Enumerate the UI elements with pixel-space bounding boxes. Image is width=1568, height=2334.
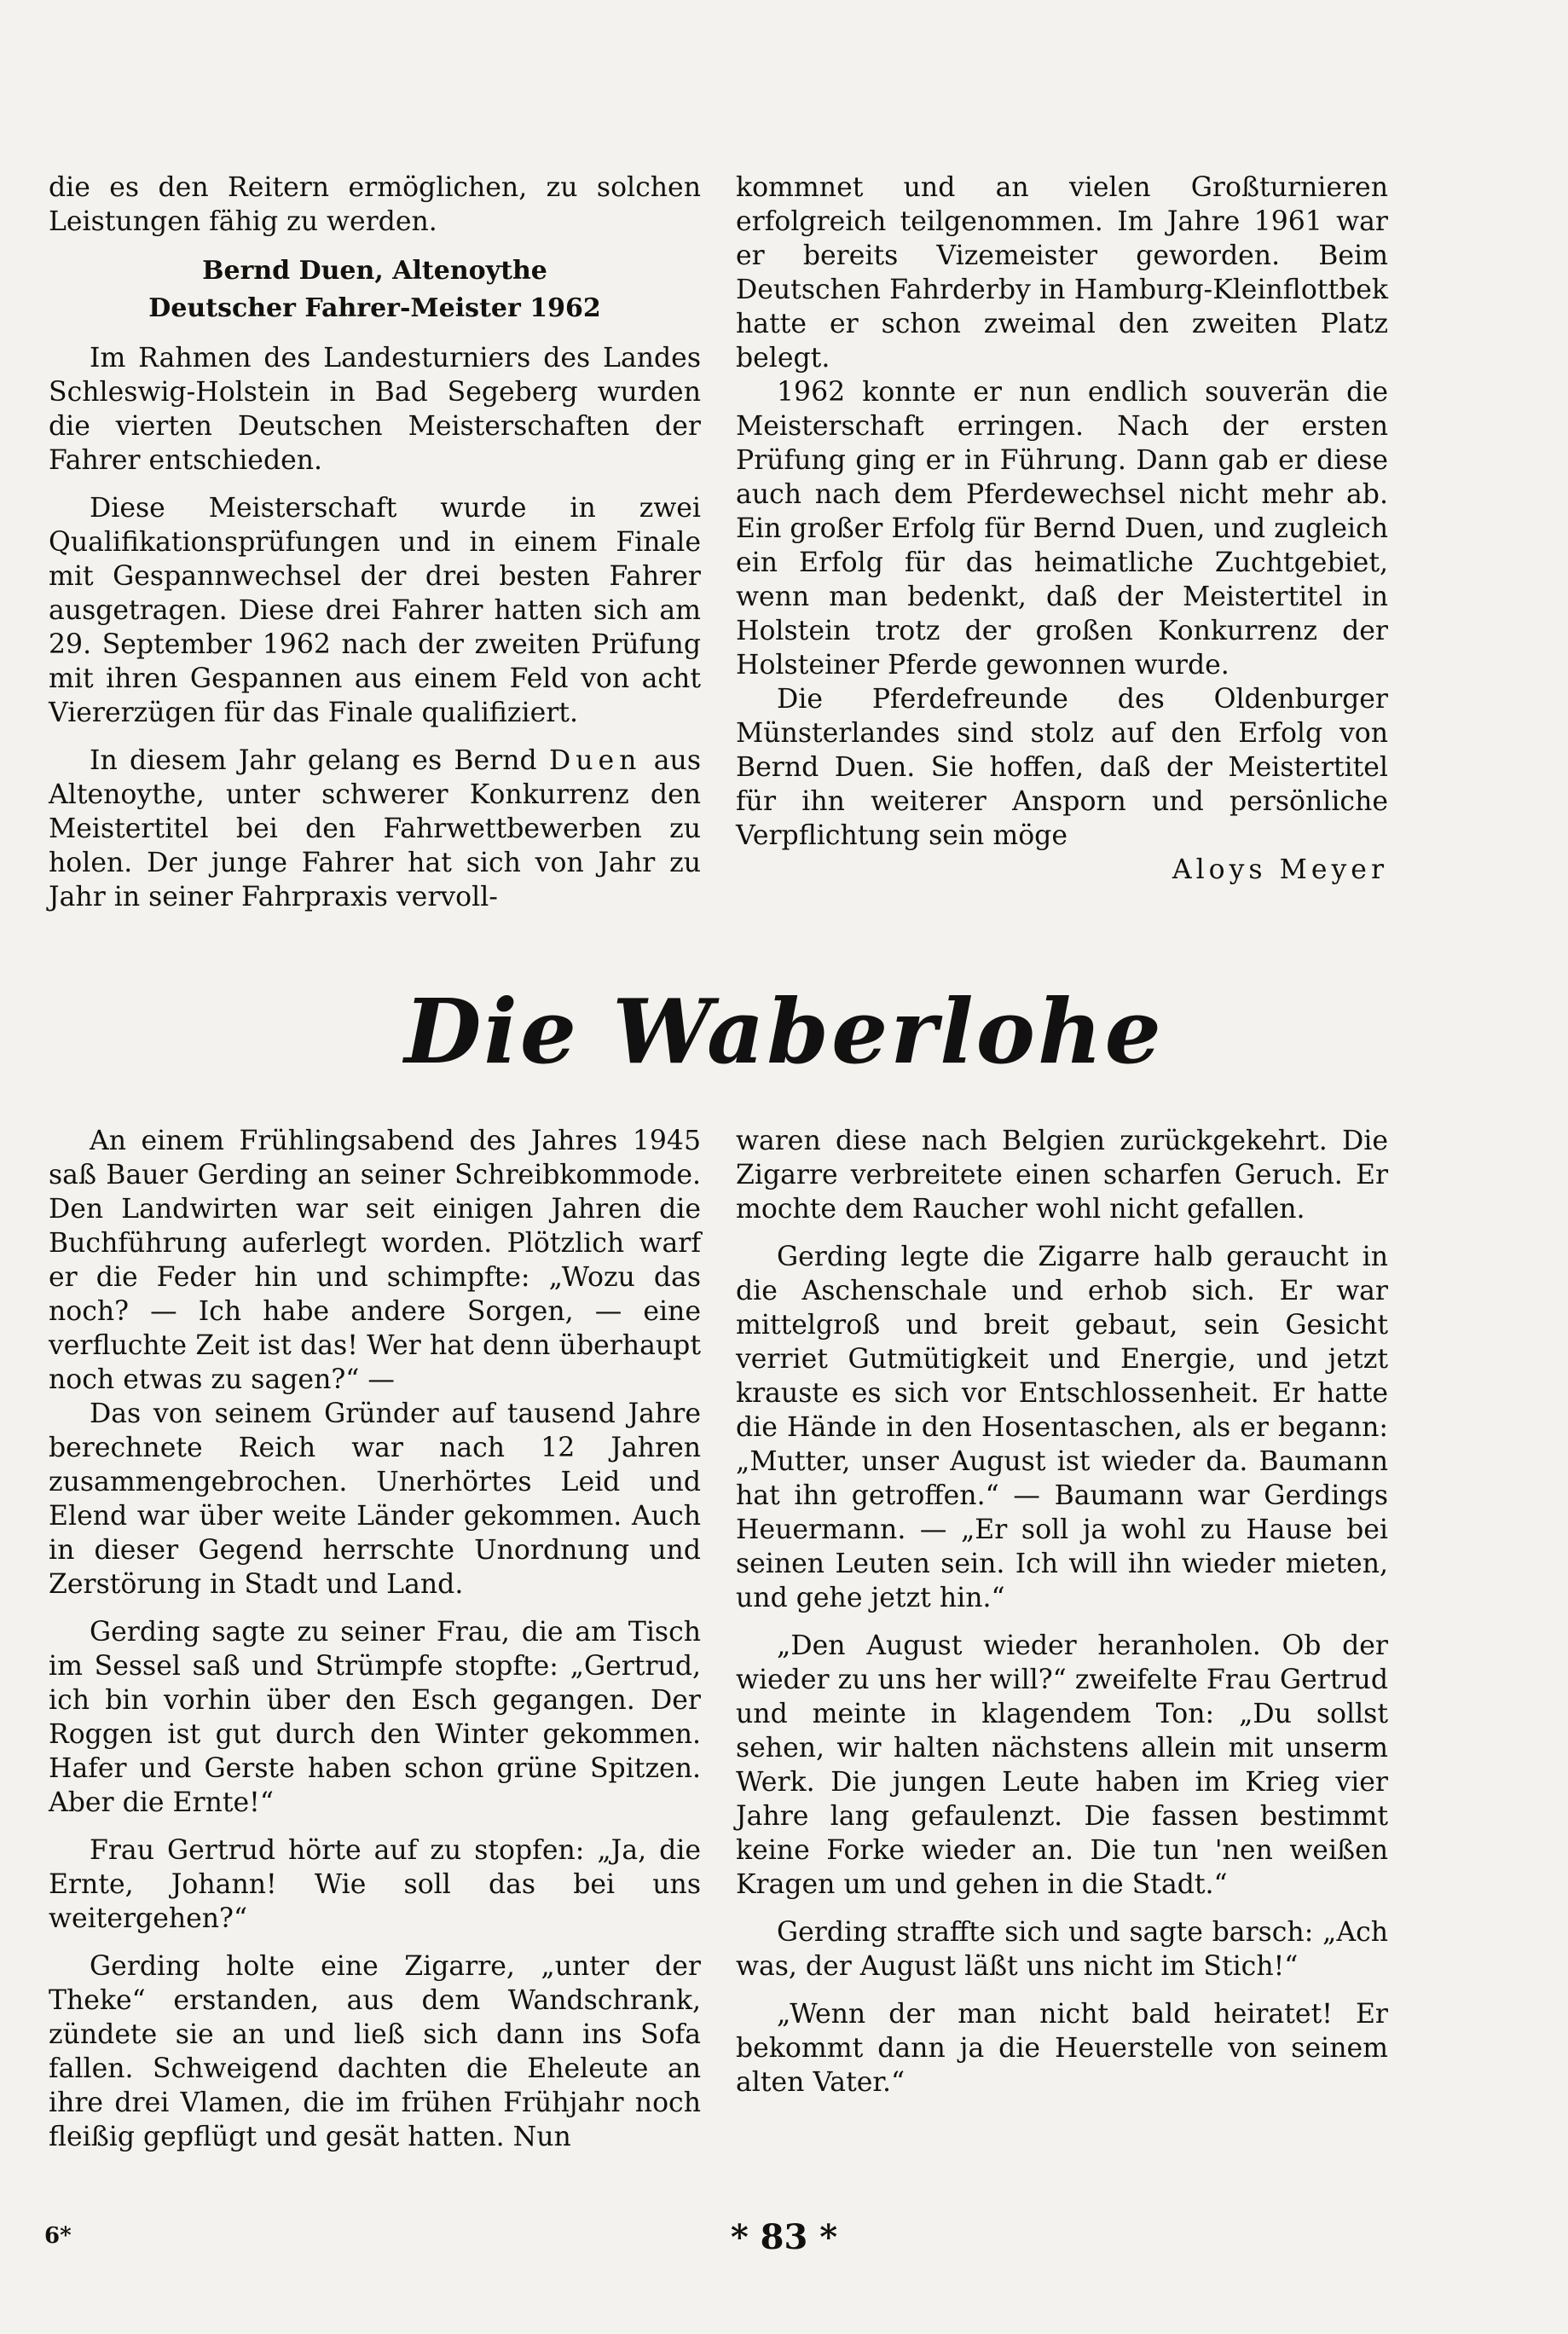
paragraph: Diese Meisterschaft wurde in zwei Qualifikationsprüfungen und in einem Finale mit Gespannwechsel der drei besten Fahrer ausgetragen. Diese drei Fahrer hatten sich am 29. September 1962 nach der zweiten Prüfung mit ihren Gespannen aus einem Feld von acht Viererzügen für das Finale qualifiziert.	[49, 493, 701, 728]
paragraph: Gerding straffte sich und sagte barsch: „Ach was, der August läßt uns nicht im Stich!“	[736, 1917, 1388, 1982]
paragraph: „Den August wieder heranholen. Ob der wieder zu uns her will?“ zweifelte Frau Gertrud und meinte in klagendem Ton: „Du sollst sehen, wir halten nächstens allein mit unserm Werk. Die jungen Leute haben im Krieg vier Jahre lang gefaulenzt. Die fassen bestimmt keine Forke wieder an. Die tun 'nen weißen Kragen um und gehen in die Stadt.“	[736, 1630, 1388, 1900]
paragraph: An einem Frühlingsabend des Jahres 1945 saß Bauer Gerding an seiner Schreibkommode. Den Landwirten war seit einigen Jahren die Buchführung auferlegt worden. Plötzlich warf er die Feder hin und schimpfte: „Wozu das noch? — Ich habe andere Sorgen, — eine verfluchte Zeit ist das! Wer hat denn überhaupt noch etwas zu sagen?“ —	[49, 1126, 701, 1395]
paragraph	[49, 744, 701, 914]
article-heading-name: Bernd Duen, Altenoythe	[202, 256, 547, 286]
paragraph: Gerding sagte zu seiner Frau, die am Tisch im Sessel saß und Strümpfe stopfte: „Gertrud, ich bin vorhin über den Esch gegangen. Der Roggen ist gut durch den Winter gekommen. Hafer und Gerste haben schon grüne Spitzen. Aber die Ernte!“	[49, 1617, 701, 1818]
paragraph: „Wenn der man nicht bald heiratet! Er bekommt dann ja die Heuerstelle von seinem alten Vater.“	[736, 1999, 1388, 2098]
paragraph: 1962 konnte er nun endlich souverän die Meisterschaft erringen. Nach der ersten Prüfung ging er in Führung. Dann gab er diese auch nach dem Pferdewechsel nicht mehr ab. Ein großer Erfolg für Bernd Duen, und zugleich ein Erfolg für das heimatliche Zuchtgebiet, wenn man bedenkt, daß der Meistertitel in Holstein trotz der großen Konkurrenz der Holsteiner Pferde gewonnen wurde.	[736, 377, 1388, 681]
story-column-2	[736, 1124, 1388, 2113]
paragraph: kommnet und an vielen Großturnieren erfolgreich teilgenommen. Im Jahre 1961 war er bereits Vizemeister geworden. Beim Deutschen Fahrderby in Hamburg-Kleinflottbek hatte er schon zweimal den zweiten Platz belegt.	[736, 172, 1388, 374]
paragraph: Frau Gertrud hörte auf zu stopfen: „Ja, die Ernte, Johann! Wie soll das bei uns weitergehen?“	[49, 1835, 701, 1934]
page-number: * 83 *	[730, 2217, 838, 2257]
paragraph: Das von seinem Gründer auf tausend Jahre berechnete Reich war nach 12 Jahren zusammengebrochen. Unerhörtes Leid und Elend war über weite Länder gekommen. Auch in dieser Gegend herrschte Unordnung und Zerstörung in Stadt und Land.	[49, 1399, 701, 1600]
story-title: Die Waberlohe	[404, 979, 1164, 1084]
paragraph: waren diese nach Belgien zurückgekehrt. Die Zigarre verbreitete einen scharfen Geruch. Er mochte dem Raucher wohl nicht gefallen.	[736, 1126, 1388, 1225]
article-column-2	[736, 171, 1388, 901]
article-heading-title: Deutscher Fahrer-Meister 1962	[148, 293, 601, 323]
paragraph-end: aus Altenoythe, unter schwerer Konkurrenz den Meistertitel bei den Fahrwettbewerben zu holen. Der junge Fahrer hat sich von Jahr zu Jahr in seiner Fahrpraxis vervoll-	[49, 745, 702, 912]
spaced-name: Duen	[549, 745, 642, 776]
paragraph-start: In diesem Jahr gelang es Bernd	[90, 745, 537, 776]
story-column-1	[49, 1124, 701, 2168]
printer-signature-mark: 6*	[44, 2223, 72, 2249]
author-signature: Aloys Meyer	[1172, 854, 1388, 885]
article-column-1	[49, 171, 701, 928]
paragraph: Gerding legte die Zigarre halb geraucht in die Aschenschale und erhob sich. Er war mittelgroß und breit gebaut, sein Gesicht verriet Gutmütigkeit und Energie, und jetzt krauste es sich vor Entschlossenheit. Er hatte die Hände in den Hosentaschen, als er begann: „Mutter, unser August ist wieder da. Baumann hat ihn getroffen.“ — Baumann war Gerdings Heuermann. — „Er soll ja wohl zu Hause bei seinen Leuten sein. Ich will ihn wieder mieten, und gehe jetzt hin.“	[736, 1242, 1388, 1613]
paragraph: Gerding holte eine Zigarre, „unter der Theke“ erstanden, aus dem Wandschrank, zündete sie an und ließ sich dann ins Sofa fallen. Schweigend dachten die Eheleute an ihre drei Vlamen, die im frühen Frühjahr noch fleißig gepflügt und gesät hatten. Nun	[49, 1951, 701, 2152]
paragraph: Die Pferdefreunde des Oldenburger Münsterlandes sind stolz auf den Erfolg von Bernd Duen. Sie hoffen, daß der Meistertitel für ihn weiterer Ansporn und persönliche Verpflichtung sein möge	[736, 684, 1388, 851]
paragraph: Im Rahmen des Landesturniers des Landes Schleswig-Holstein in Bad Segeberg wurden die vierten Deutschen Meisterschaften der Fahrer entschieden.	[49, 343, 701, 476]
paragraph: die es den Reitern ermöglichen, zu solchen Leistungen fähig zu werden.	[49, 172, 701, 237]
